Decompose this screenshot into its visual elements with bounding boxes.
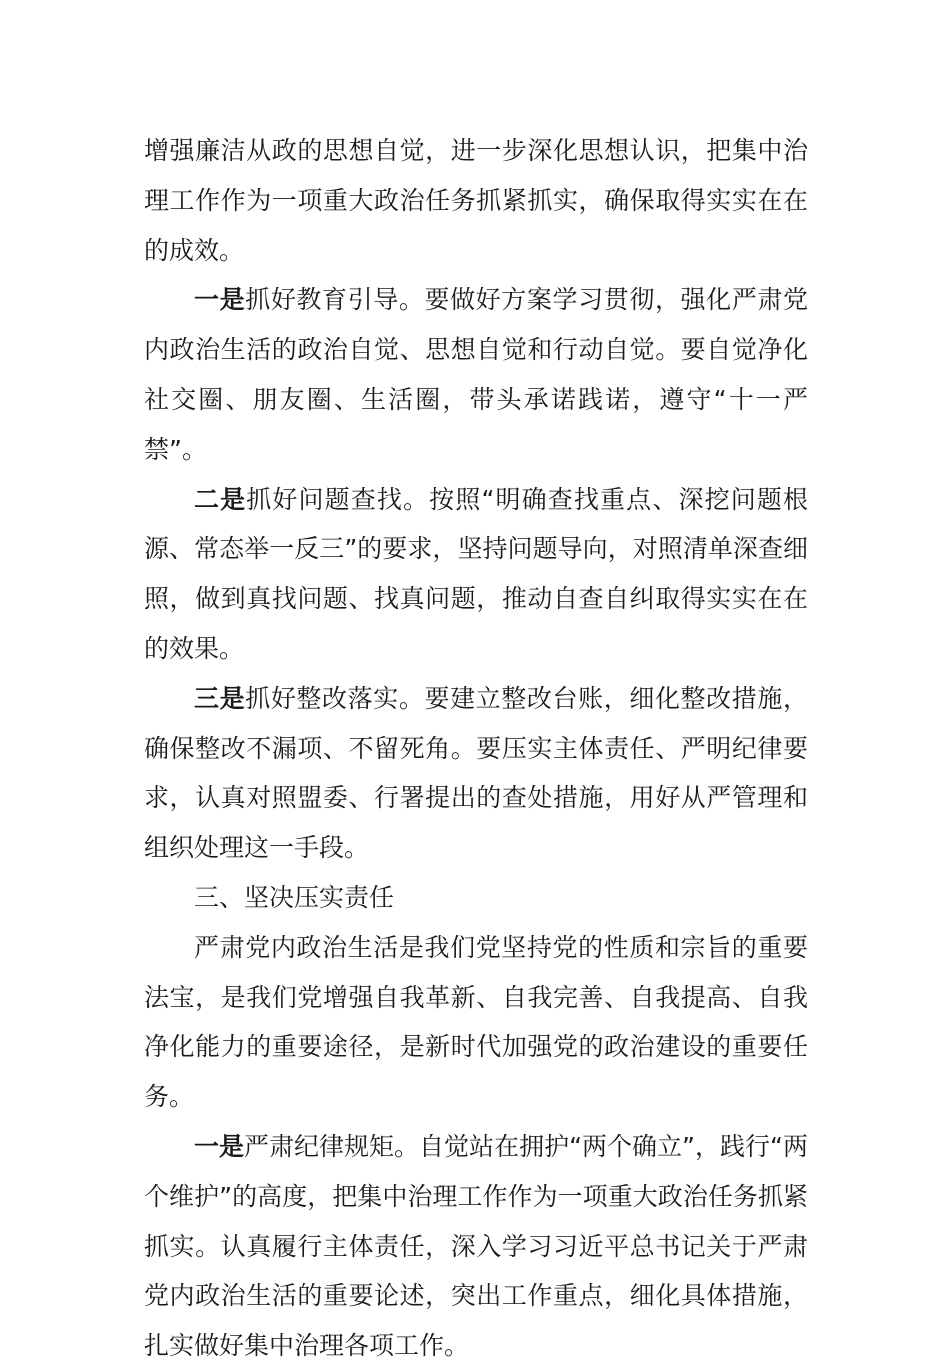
paragraph-text: 抓好教育引导。要做好方案学习贯彻，强化严肃党内政治生活的政治自觉、思想自觉和行动自觉。要自觉净化社交圈、朋友圈、生活圈，带头承诺践诺，遵守“十一严禁”。 xyxy=(144,285,808,464)
paragraph-point-1 xyxy=(144,275,808,474)
paragraph-text: 抓好问题查找。按照“明确查找重点、深挖问题根源、常态举一反三”的要求，坚持问题导向，对照清单深查细照，做到真找问题、找真问题，推动自查自纠取得实实在在的效果。 xyxy=(144,484,808,663)
section-heading xyxy=(144,873,808,923)
paragraph-text: 严肃党内政治生活是我们党坚持党的性质和宗旨的重要法宝，是我们党增强自我革新、自我完善、自我提高、自我净化能力的重要途径，是新时代加强党的政治建设的重要任务。 xyxy=(144,932,808,1112)
paragraph-lead: 一是 xyxy=(194,1131,245,1161)
paragraph-continuation xyxy=(144,126,808,275)
paragraph-lead: 一是 xyxy=(194,285,246,315)
paragraph-text: 抓好整改落实。要建立整改台账，细化整改措施，确保整改不漏项、不留死角。要压实主体责任、严明纪律要求，认真对照盟委、行署提出的查处措施，用好从严管理和组织处理这一手段。 xyxy=(144,683,808,863)
paragraph-text: 增强廉洁从政的思想自觉，进一步深化思想认识，把集中治理工作作为一项重大政治任务抓紧抓实，确保取得实实在在的成效。 xyxy=(144,136,808,265)
paragraph-lead: 三是 xyxy=(194,683,246,713)
paragraph-point-3 xyxy=(144,674,808,873)
section-heading-text: 三、坚决压实责任 xyxy=(194,882,395,912)
paragraph-point-1 xyxy=(144,1122,808,1371)
paragraph-text: 严肃纪律规矩。自觉站在拥护“两个确立”，践行“两个维护”的高度，把集中治理工作作为一项重大政治任务抓紧抓实。认真履行主体责任，深入学习习近平总书记关于严肃党内政治生活的重要论述，突出工作重点，细化具体措施，扎实做好集中治理各项工作。 xyxy=(144,1131,808,1361)
paragraph-point-2 xyxy=(144,475,808,674)
paragraph-intro xyxy=(144,923,808,1122)
paragraph-lead: 二是 xyxy=(194,484,247,514)
document-body xyxy=(144,126,808,1371)
